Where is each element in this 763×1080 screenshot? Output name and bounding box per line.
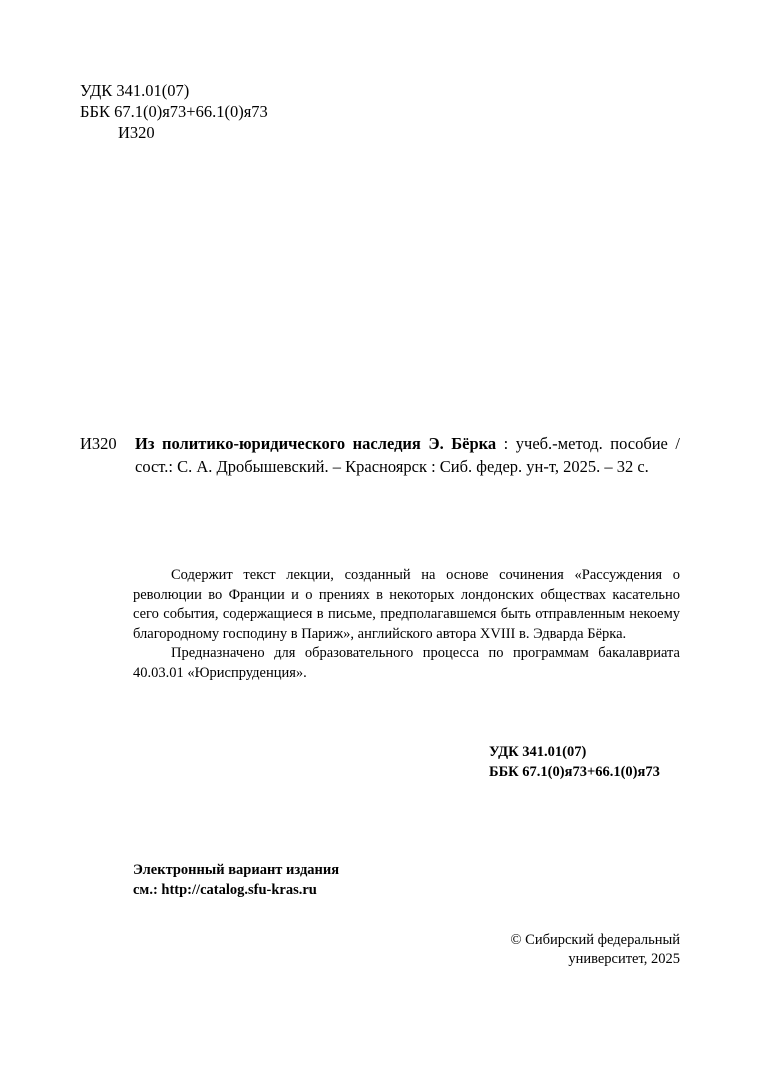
annotation: [133, 566, 680, 683]
annotation-paragraph: Содержит текст лекции, созданный на основе сочинения «Рассуждения о революции во Франции и о прениях в некоторых лондонских обществах касательно сего события, содержащиеся в письме, предполагавшемся быть отправленным некоему благородному господину в Париж», английского автора XVIII в. Эдварда Бёрка.: [133, 567, 680, 642]
bbk-code: ББК 67.1(0)я73+66.1(0)я73: [80, 102, 268, 121]
publication-details: : учеб.-метод. пособие / сост.: С. А. Дробышевский. – Красноярск : Сиб. федер. ун-т, 2025. – 32 с.: [135, 434, 680, 476]
classification-codes-bottom: [489, 742, 660, 782]
copyright-line: университет, 2025: [568, 951, 680, 967]
biblio-description: [135, 432, 680, 478]
biblio-cutter-mark: И320: [80, 434, 117, 453]
copyright-line: © Сибирский федеральный: [510, 932, 680, 948]
bbk-code: ББК 67.1(0)я73+66.1(0)я73: [489, 764, 660, 780]
electronic-edition-note: [133, 860, 339, 900]
udk-code: УДК 341.01(07): [80, 81, 190, 100]
catalog-link[interactable]: см.: http://catalog.sfu-kras.ru: [133, 882, 317, 898]
classification-codes-top: [80, 80, 268, 143]
annotation-paragraph: Предназначено для образовательного процесса по программам бакалавриата 40.03.01 «Юриспруденция».: [133, 645, 680, 681]
author-cutter-mark: И320: [118, 123, 155, 142]
copyright-notice: [511, 931, 680, 969]
bibliographic-record: [80, 432, 680, 478]
book-title: Из политико-юридического наследия Э. Бёрка: [135, 434, 497, 453]
udk-code: УДК 341.01(07): [489, 744, 587, 760]
electronic-edition-label: Электронный вариант издания: [133, 862, 340, 878]
